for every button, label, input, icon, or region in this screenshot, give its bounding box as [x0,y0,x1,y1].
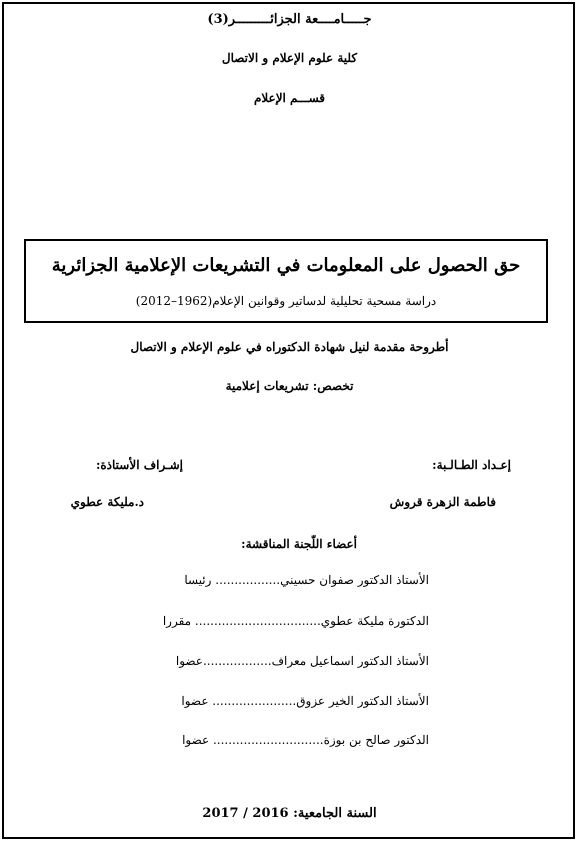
prepared-by-label: إعـداد الطـالـبة: [432,458,511,472]
page-border [2,2,575,839]
thesis-description: أطروحة مقدمة لنيل شهادة الدكتوراه في علوم الإعلام و الاتصال [130,340,449,354]
student-name: فاطمة الزهرة قروش [389,495,496,509]
committee-member: الأستاذ الدكتور اسماعيل معراف..................عضوا [175,654,429,668]
thesis-specialty: تخصص: تشريعات إعلامية [225,379,354,393]
committee-member: الدكتور صالح بن بوزة............................. عضوا [182,733,429,747]
supervised-by-label: إشـراف الأستاذة: [95,458,183,472]
thesis-subtitle: دراسة مسحية تحليلية لدساتير وقوانين الإعلام(1962–2012) [135,294,437,308]
committee-member: الأستاذ الدكتور صفوان حسيني................. رئيسا [184,573,429,587]
university-name: جـــــامــــعة الجزائـــــــــر(3) [207,12,372,27]
department-name: قســـم الإعلام [253,91,326,105]
title-box [24,239,548,323]
academic-year: السنة الجامعية: 2016 / 2017 [202,806,377,821]
committee-title: أعضاء اللّجنة المناقشة: [241,537,357,551]
supervisor-name: د.مليكة عطوي [70,495,144,509]
committee-member: الأستاذ الدكتور الخير عزوق...................... عضوا [181,694,429,708]
committee-member: الدكتورة مليكة عطوي................................. مقررا [162,614,429,628]
thesis-title: حق الحصول على المعلومات في التشريعات الإعلامية الجزائرية [51,255,521,276]
faculty-name: كلية علوم الإعلام و الاتصال [221,51,358,65]
